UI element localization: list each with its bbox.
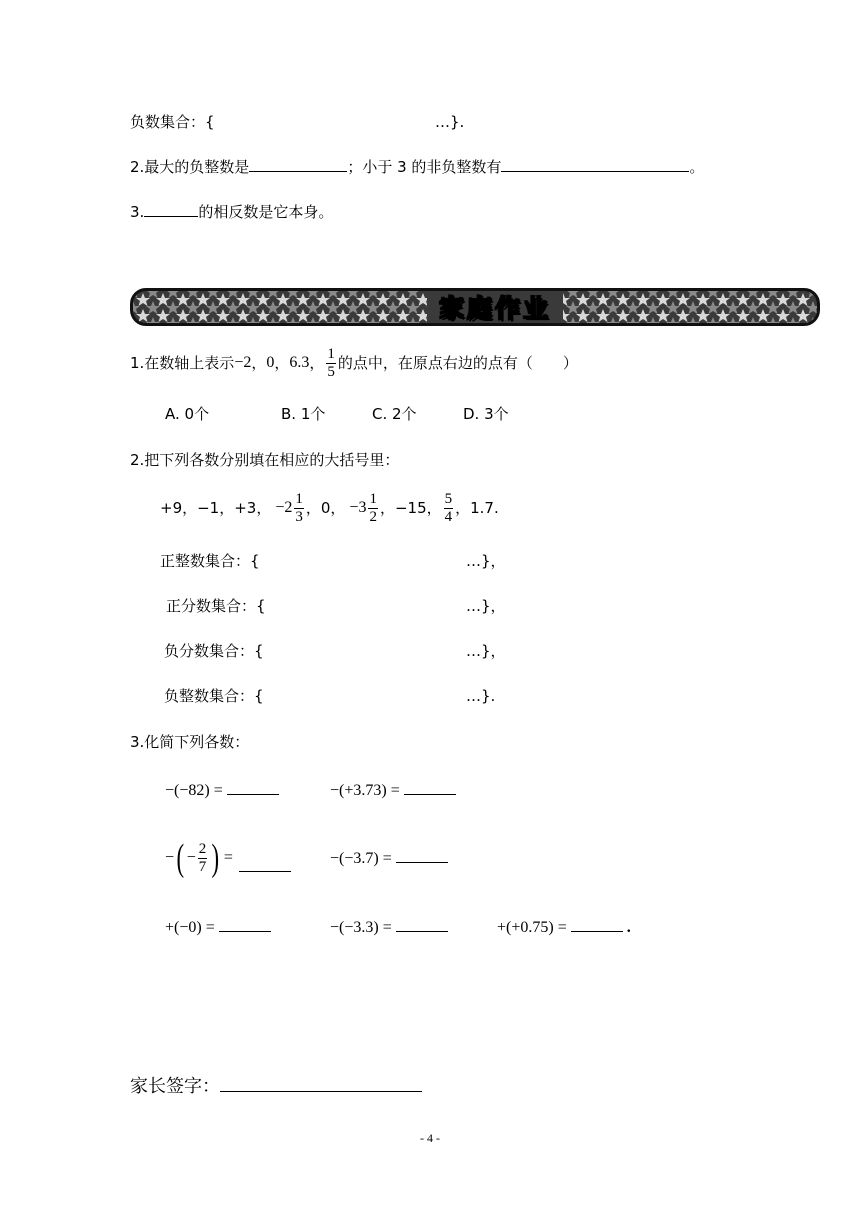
banner-title-wrap [133,291,817,323]
hw2-list-a: +9，−1，+3， [160,499,272,517]
expr-3-den: 7 [198,858,207,875]
hw2-f1-num: 1 [295,490,303,507]
expr-3-sign: − [186,849,196,866]
set-positive-integer-label: 正整数集合：{ [160,552,260,570]
expr-6-text: −(−3.3) = [330,919,392,936]
hw2-list-d: ，1.7. [455,499,499,517]
expr-6-blank[interactable] [396,917,448,932]
hw1-frac-num: 1 [327,345,335,362]
set-negative-fraction-end: …}， [466,642,506,660]
hw1-suffix: 的点中，在原点右边的点有（ ） [337,354,578,372]
q2-text-b: ；小于 3 的非负整数有 [347,158,502,176]
hw2-number-list [160,487,499,529]
negative-set-end: …}. [435,113,465,131]
expr-2-text: −(+3.73) = [330,782,400,799]
q2-blank-1[interactable] [249,157,347,172]
expr-4 [330,848,448,868]
negative-set-line [130,112,215,132]
expr-7-blank[interactable] [571,917,623,932]
q2-end: 。 [689,158,705,176]
set-positive-fraction-label: 正分数集合：{ [166,597,266,615]
hw1-option-b[interactable]: B. 1个 [281,405,326,423]
parent-signature [130,1074,422,1099]
expr-3-eq: = [223,849,233,866]
expr-2 [330,780,456,800]
expr-3-lparen: ( [176,837,185,879]
hw1-num-3: 6.3 [289,354,310,371]
hw1-num-2: 0 [266,354,275,371]
signature-blank[interactable] [220,1074,422,1092]
negative-set-label: 负数集合：{ [130,113,215,131]
hw1-question [130,343,578,383]
expr-1-blank[interactable] [227,780,279,795]
hw2-f2-whole: −3 [349,499,367,516]
hw3-title: 3.化简下列各数： [130,733,250,751]
expr-2-blank[interactable] [404,780,456,795]
hw2-f2-num: 1 [369,490,377,507]
expr-7-text: +(+0.75) = [497,919,567,936]
hw1-option-c[interactable]: C. 2个 [372,405,417,423]
hw2-fraction-3 [444,492,454,525]
banner-title: 家庭作业 [427,289,563,325]
hw2-list-c: ，−15， [379,499,442,517]
question-3-line [130,202,333,222]
expr-3-blank[interactable] [239,857,291,872]
homework-banner [130,288,820,326]
set-negative-fraction-label: 负分数集合：{ [164,642,264,660]
expr-1-text: −(−82) = [165,782,223,799]
hw1-prefix: 1.在数轴上表示 [130,354,235,372]
hw1-num-1: −2 [234,354,252,371]
expr-4-text: −(−3.7) = [330,850,392,867]
hw2-list-b: ，0， [305,499,346,517]
hw2-fraction-2 [368,492,378,525]
hw2-fraction-1 [294,492,304,525]
question-2-line [130,157,704,177]
q3-text: 的相反数是它本身。 [198,203,334,221]
set-negative-integer-end: …}. [466,687,496,705]
hw2-f1-den: 3 [295,508,303,525]
hw2-f1-whole: −2 [275,499,293,516]
set-negative-integer-label: 负整数集合：{ [164,687,264,705]
q3-num: 3. [130,203,145,221]
expr-7-end: . [626,919,631,936]
expr-3-num: 2 [198,840,207,857]
hw2-title: 2.把下列各数分别填在相应的大括号里： [130,451,400,469]
q2-blank-2[interactable] [501,157,689,172]
set-positive-fraction-end: …}， [466,597,506,615]
expr-5 [165,917,271,937]
set-positive-integer-end: …}， [466,552,506,570]
expr-4-blank[interactable] [396,848,448,863]
hw2-f2-den: 2 [369,508,377,525]
expr-3 [165,836,291,880]
expr-5-text: +(−0) = [165,919,215,936]
q3-blank[interactable] [144,202,198,217]
hw1-sep-2: ， [274,354,290,372]
expr-5-blank[interactable] [219,917,271,932]
expr-6 [330,917,448,937]
expr-3-rparen: ) [211,837,220,879]
expr-1 [165,780,279,800]
expr-3-pre: − [165,849,175,866]
hw1-sep-3: ， [309,354,325,372]
hw1-option-d[interactable]: D. 3个 [463,405,509,423]
hw2-f3-num: 5 [444,490,453,507]
hw1-fraction [326,347,336,380]
hw1-option-a[interactable]: A. 0个 [165,405,210,423]
expr-7 [497,917,631,937]
page-number: - 4 - [420,1131,440,1145]
hw1-frac-den: 5 [327,363,335,380]
q2-text-a: 2.最大的负整数是 [130,158,250,176]
hw1-sep-1: ， [251,354,267,372]
expr-3-fraction [198,842,208,875]
hw2-f3-den: 4 [444,508,453,525]
signature-label: 家长签字： [130,1076,220,1097]
